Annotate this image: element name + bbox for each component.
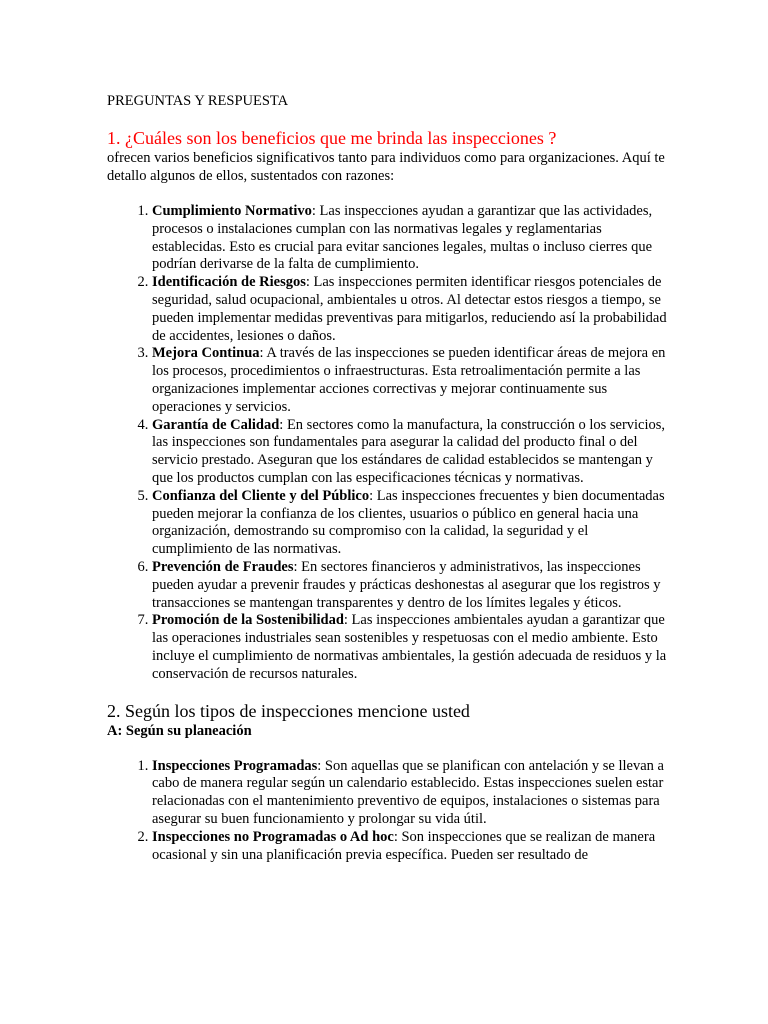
question-1-title: 1. ¿Cuáles son los beneficios que me brinda las inspecciones ? xyxy=(107,128,557,148)
item-text: : Las inspecciones permiten identificar riesgos potenciales de seguridad, salud ocupacional, ambientales u otros. Al detectar estos riesgos a tiempo, se pueden implementar medidas preventivas para mitigarlos, reduciendo así la probabilidad de accidentes, lesiones o daños. xyxy=(152,274,667,344)
item-text: : En sectores financieros y administrativos, las inspecciones pueden ayudar a prevenir fraudes y prácticas deshonestas al asegurar que los registros y transacciones se mantengan transparentes y dentro de los límites legales y éticos. xyxy=(152,558,661,611)
document-heading: PREGUNTAS Y RESPUESTA xyxy=(107,93,289,109)
item-text: : Las inspecciones ayudan a garantizar que las actividades, procesos o instalaciones cumplan con las normativas legales y reglamentarias establecidas. Esto es crucial para evitar sanciones legales, multas o incluso cierres que podrían derivarse de la falta de cumplimiento. xyxy=(152,203,653,273)
list-item xyxy=(152,612,667,683)
item-text: : Las inspecciones frecuentes y bien documentadas pueden mejorar la confianza de los clientes, usuarios o público en general hacia una organización, demostrando su compromiso con la calidad, la seguridad y el cumplimiento de las normativas. xyxy=(152,487,665,558)
list-item xyxy=(152,274,667,345)
item-term: Garantía de Calidad xyxy=(152,416,280,433)
item-term: Mejora Continua xyxy=(152,345,260,362)
list-item xyxy=(152,345,667,416)
item-term: Inspecciones Programadas xyxy=(152,757,318,774)
item-term: Prevención de Fraudes xyxy=(152,558,294,575)
item-term: Identificación de Riesgos xyxy=(152,274,306,291)
list-item xyxy=(152,559,667,612)
item-term: Promoción de la Sostenibilidad xyxy=(152,612,344,629)
document-page xyxy=(107,92,667,864)
item-text: : Son aquellas que se planifican con antelación y se llevan a cabo de manera regular según un calendario establecido. Estas inspecciones suelen estar relacionadas con el mantenimiento preventivo de equipos, instalaciones o sistemas para asegurar su buen funcionamiento y prolongar su vida útil. xyxy=(152,757,664,827)
list-item xyxy=(152,758,667,829)
list-item xyxy=(152,417,667,488)
benefits-list xyxy=(107,203,667,684)
list-item xyxy=(152,488,667,559)
question-1-intro: ofrecen varios beneficios significativos tanto para individuos como para organizaciones. Aquí te detallo algunos de ellos, sustentados con razones: xyxy=(107,150,665,184)
item-term: Inspecciones no Programadas o Ad hoc xyxy=(152,828,394,845)
item-term: Confianza del Cliente y del Público xyxy=(152,487,370,504)
item-text: : A través de las inspecciones se pueden identificar áreas de mejora en los procesos, procedimientos o infraestructuras. Esta retroalimentación permite a las organizaciones implementar acciones correctivas y mejorar continuamente sus operaciones y servicios. xyxy=(152,345,666,415)
item-text: : En sectores como la manufactura, la construcción o los servicios, las inspecciones son fundamentales para asegurar la calidad del producto final o del servicio prestado. Aseguran que los estándares de calidad establecidos se mantengan y que los productos cumplan con las especificaciones técnicas y normativas. xyxy=(152,416,666,486)
item-term: Cumplimiento Normativo xyxy=(152,203,312,219)
item-text: : Son inspecciones que se realizan de manera ocasional y sin una planificación previa específica. Pueden ser resultado de xyxy=(152,828,656,863)
inspection-types-list xyxy=(107,758,667,865)
item-text: : Las inspecciones ambientales ayudan a garantizar que las operaciones industriales sean sostenibles y respetuosas con el medio ambiente. Esto incluye el cumplimiento de normativas ambientales, la gestión adecuada de residuos y la conservación de recursos naturales. xyxy=(152,612,667,682)
question-2-subheading: A: Según su planeación xyxy=(107,722,252,739)
list-item xyxy=(152,829,667,865)
question-2-title: 2. Según los tipos de inspecciones mencione usted xyxy=(107,700,470,721)
list-item xyxy=(152,203,667,274)
